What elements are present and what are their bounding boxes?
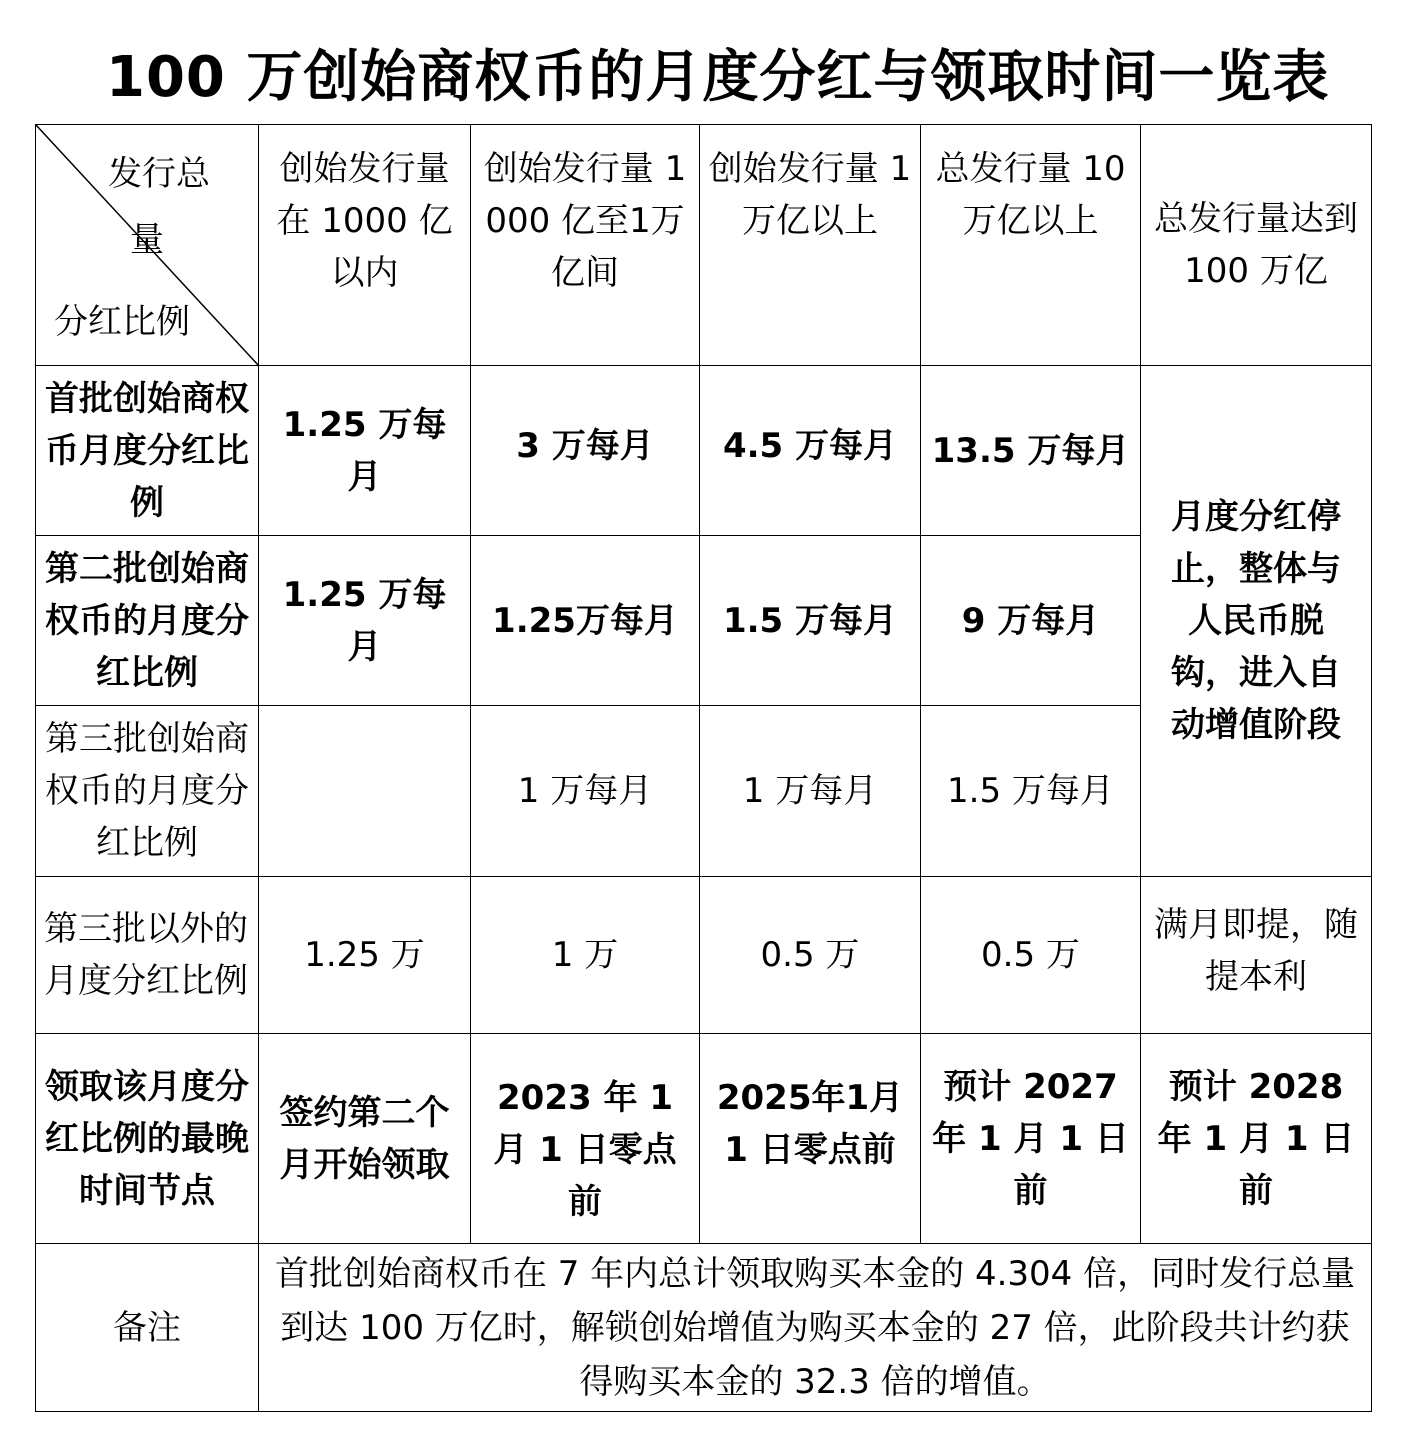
row-label: 第三批创始商权币的月度分红比例 [36,706,259,877]
corner-top-label: 发行总 [108,154,210,194]
table-row [36,366,1372,536]
table-cell: 2025年1月 1 日零点前 [700,1034,921,1244]
page-title: 100 万创始商权币的月度分红与领取时间一览表 [106,45,1330,110]
corner-bottom-label: 分红比例 [54,302,190,342]
note-row [36,1244,1372,1412]
table-cell: 2023 年 1 月 1 日零点前 [471,1034,700,1244]
row-label: 首批创始商权币月度分红比例 [36,366,259,536]
header-row [36,125,1372,366]
corner-header-cell [36,125,259,366]
table-cell: 1.25 万每月 [259,366,471,536]
table-cell: 预计 2028 年 1 月 1 日前 [1141,1034,1372,1244]
table-cell: 1 万每月 [471,706,700,877]
corner-mid-label: 量 [130,220,164,260]
table-cell: 满月即提，随提本利 [1141,877,1372,1034]
table-cell: 3 万每月 [471,366,700,536]
column-header: 创始发行量 1000 亿至1万亿间 [471,125,700,366]
column-header: 总发行量 10 万亿以上 [921,125,1141,366]
table-cell: 13.5 万每月 [921,366,1141,536]
table-cell: 1.5 万每月 [700,536,921,706]
note-label: 备注 [36,1244,259,1412]
table-cell: 1 万每月 [700,706,921,877]
table-cell: 预计 2027 年 1 月 1 日前 [921,1034,1141,1244]
table-row [36,1034,1372,1244]
table-cell: 4.5 万每月 [700,366,921,536]
table-row [36,877,1372,1034]
table-cell: 1.25 万每月 [259,536,471,706]
column-header: 总发行量达到100 万亿 [1141,125,1372,366]
table-cell: 签约第二个月开始领取 [259,1034,471,1244]
table-cell: 1.25 万 [259,877,471,1034]
column-header: 创始发行量 1 万亿以上 [700,125,921,366]
table-cell: 1.25万每月 [471,536,700,706]
merged-status-cell: 月度分红停止，整体与人民币脱钩，进入自动增值阶段 [1141,366,1372,877]
table-cell: 1.5 万每月 [921,706,1141,877]
row-label: 领取该月度分红比例的最晚时间节点 [36,1034,259,1244]
row-label: 第三批以外的月度分红比例 [36,877,259,1034]
table-cell: 9 万每月 [921,536,1141,706]
dividend-table [35,124,1372,1412]
row-label: 第二批创始商权币的月度分红比例 [36,536,259,706]
table-cell: 0.5 万 [700,877,921,1034]
table-cell [259,706,471,877]
column-header: 创始发行量在 1000 亿以内 [259,125,471,366]
note-text: 首批创始商权币在 7 年内总计领取购买本金的 4.304 倍，同时发行总量到达 100 万亿时，解锁创始增值为购买本金的 27 倍，此阶段共计约获得购买本金的 32.3 倍的增值。 [259,1244,1372,1412]
table-cell: 0.5 万 [921,877,1141,1034]
table-cell: 1 万 [471,877,700,1034]
